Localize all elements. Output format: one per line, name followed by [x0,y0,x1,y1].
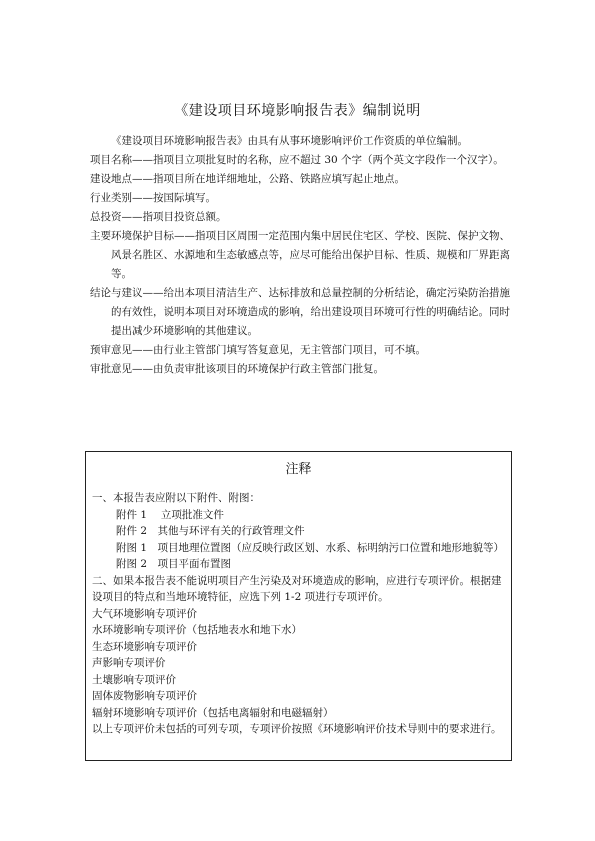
special-assessment-noise: 声影响专项评价 [92,657,166,669]
attachment-2: 附件 2 其他与环评有关的行政管理文件 [116,525,305,537]
notes-body [92,490,504,738]
special-assessment-water: 水环境影响专项评价（包括地表水和地下水） [92,624,302,636]
instruction-industry: 行业类别——按国际填写。 [90,192,216,204]
special-assessment-ecology: 生态环境影响专项评价 [92,640,197,653]
instruction-pre-review: 预审意见——由行业主管部门填写答复意见，无主管部门项目，可不填。 [90,344,426,356]
special-assessment-air: 大气环境影响专项评价 [92,607,197,620]
figure-1: 附图 1 项目地理位置图（应反映行政区划、水系、标明纳污口位置和地形地貌等） [116,541,505,554]
notes-heading: 注释 [285,462,312,477]
figure-2: 附图 2 项目平面布置图 [116,558,232,570]
page-title: 《建设项目环境影响报告表》编制说明 [174,103,421,119]
special-assessment-radiation: 辐射环境影响专项评价（包括电离辐射和电磁辐射） [92,706,334,719]
notes-item-2: 二、如果本报告表不能说明项目产生污染及对环境造成的影响，应进行专项评价。根据建设项目的特点和当地环境特征，应选下列 1-2 项进行专项评价。 [92,574,502,603]
instruction-protection-targets: 主要环境保护目标——指项目区周围一定范围内集中居民住宅区、学校、医院、保护文物、风景名胜区、水源地和生态敏感点等，应尽可能给出保护目标、性质、规模和厂界距离等。 [90,230,510,280]
notes-box [85,451,512,761]
special-assessment-soil: 土壤影响专项评价 [92,673,176,686]
instruction-approval: 审批意见——由负责审批该项目的环境保护行政主管部门批复。 [90,363,384,375]
attachment-1: 附件 1 立项批准文件 [116,508,224,521]
notes-closing: 以上专项评价未包括的可列专项，专项评价按照《环境影响评价技术导则中的要求进行。 [92,723,502,735]
special-assessment-solid-waste: 固体废物影响专项评价 [92,690,197,702]
notes-item-1: 一、本报告表应附以下附件、附图： [92,492,260,504]
instructions-section [90,132,520,379]
instruction-investment: 总投资——指项目投资总额。 [90,211,227,223]
instruction-conclusion: 结论与建议——给出本项目清洁生产、达标排放和总量控制的分析结论，确定污染防治措施的有效性，说明本项目对环境造成的影响，给出建设项目环境可行性的明确结论。同时提出减少环境影响的其他建议。 [90,287,510,337]
instruction-location: 建设地点——指项目所在地详细地址，公路、铁路应填写起止地点。 [90,173,405,185]
instruction-project-name: 项目名称——指项目立项批复时的名称，应不超过 30 个字（两个英文字段作一个汉字）。 [90,154,504,166]
intro-lead: 《建设项目环境影响报告表》由具有从事环境影响评价工作资质的单位编制。 [111,135,468,147]
